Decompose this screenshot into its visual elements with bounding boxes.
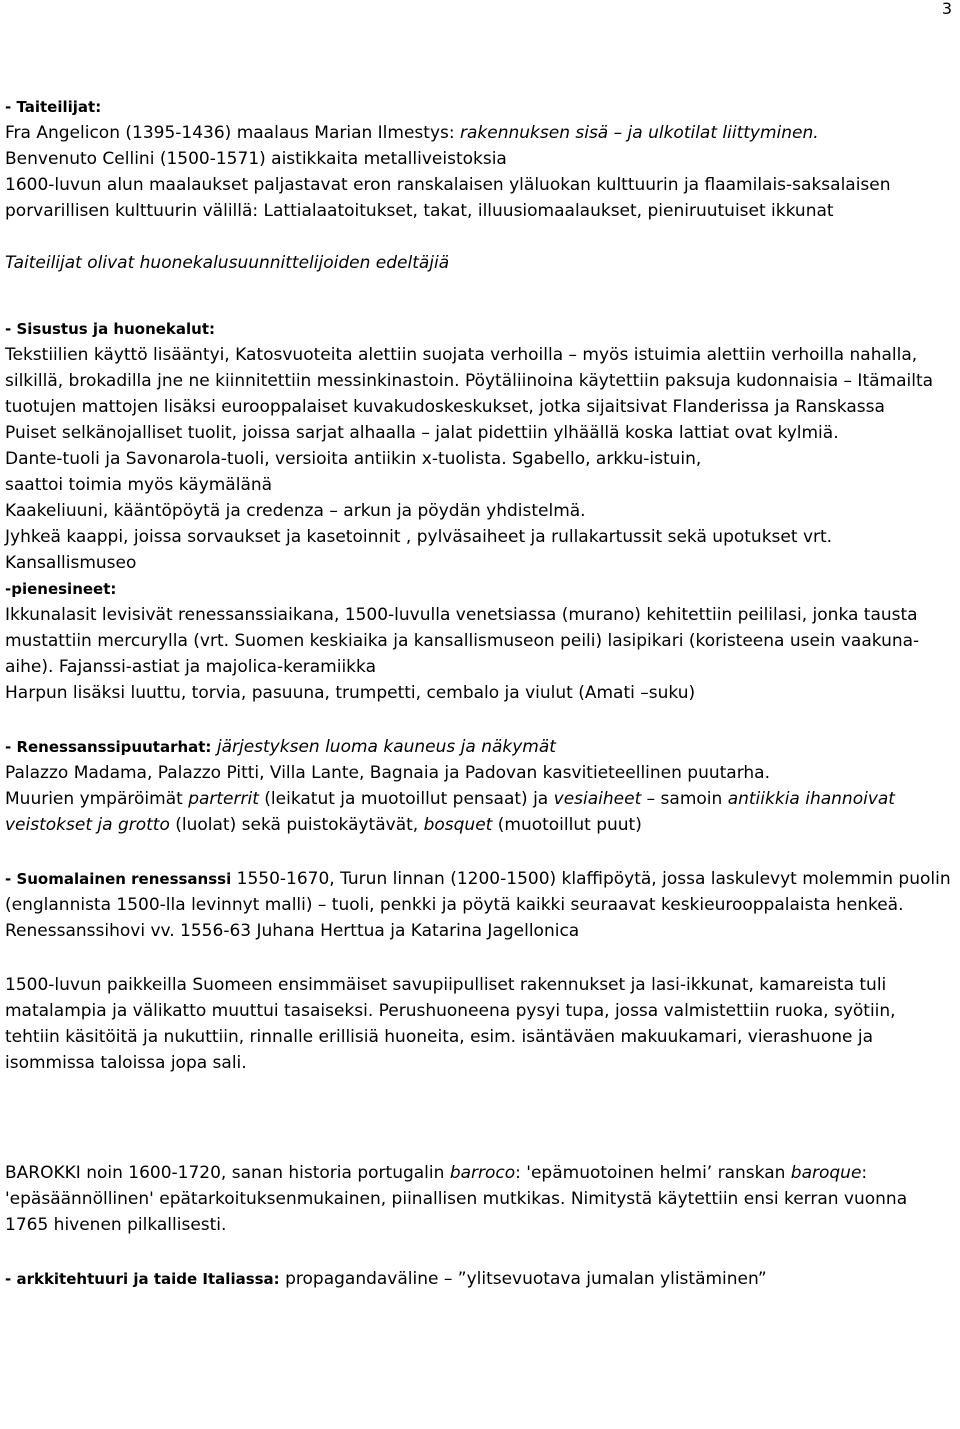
interior-paragraph-7: Kansallismuseo <box>5 553 137 573</box>
baroque-italy-line <box>5 1266 953 1292</box>
artists-note: Taiteilijat olivat huonekalusuunnittelijoiden edeltäjiä <box>5 253 450 273</box>
interior-paragraph-4: saattoi toimia myös käymälänä <box>5 475 273 495</box>
baroque-italy-rest: propagandaväline – ”ylitsevuotava jumalan ylistäminen” <box>279 1269 767 1289</box>
interior-paragraph-2: Puiset selkänojalliset tuolit, joissa sarjat alhaalla – jalat pidettiin ylhäällä koska lattiat ovat kylmiä. <box>5 423 839 443</box>
gardens-text-e: – samoin <box>641 789 728 809</box>
artists-line-3: 1600-luvun alun maalaukset paljastavat eron ranskalaisen yläluokan kulttuurin ja flaamilais-saksalaisen porvarillisen kulttuurin välillä: Lattialaatoitukset, takat, illuusiomaalaukset, pieniruutuiset ikkunat <box>5 175 891 221</box>
gardens-text-g: (luolat) sekä puistokäytävät, <box>169 815 424 835</box>
baroque-italic-baroque: baroque <box>790 1163 862 1183</box>
finnish-paragraph-2: Renessanssihovi vv. 1556-63 Juhana Herttua ja Katarina Jagellonica <box>5 921 580 941</box>
baroque-text-e: : 'epäsäännöllinen' epätarkoituksenmukainen, piinallisen mutkikas. Nimitystä käytettiin ensi kerran vuonna 1765 hivenen pilkallisesti. <box>5 1163 908 1235</box>
interior-paragraph-6: Jyhkeä kaappi, joissa sorvaukset ja kasetoinnit , pylväsaiheet ja rullakartussit sekä upotukset vrt. <box>5 527 833 547</box>
gardens-text-a: Muurien ympäröimät <box>5 789 189 809</box>
gardens-italic-vesiaiheet: vesiaiheet <box>553 789 642 809</box>
interior-paragraph-1: Tekstiilien käyttö lisääntyi, Katosvuoteita alettiin suojata verhoilla – myös istuimia alettiin verhoilla nahalla, silkillä, brokadilla jne ne kiinnitettiin messinkinastoin. Pöytäliinoina käytettiin paksuja kudonnaisia – Itämailta tuotujen mattojen lisäksi eurooppalaiset kuvakudoskeskukset, jotka sijaitsivat Flanderissa ja Ranskassa <box>5 345 934 417</box>
artists-line-1-text: Fra Angelicon (1395-1436) maalaus Marian Ilmestys: <box>5 123 460 143</box>
finnish-heading-rest: 1550-1670, Turun linnan (1200-1500) klaffipöytä, jossa laskulevyt molemmin puolin (englannista 1500-lla levinnyt malli) – tuoli, penkki ja pöytä kaikki seuraavat keskieurooppalaista henkeä. <box>5 869 951 915</box>
artists-line-1-italic: rakennuksen sisä – ja ulkotilat liittyminen. <box>460 123 819 143</box>
artists-line-2: Benvenuto Cellini (1500-1571) aistikkaita metalliveistoksia <box>5 149 507 169</box>
gardens-paragraph-2 <box>5 786 953 838</box>
gardens-text-i: (muotoillut puut) <box>492 815 642 835</box>
finnish-heading: - Suomalainen renessanssi <box>5 870 232 888</box>
baroque-text-a: BAROKKI noin 1600-1720, sanan historia portugalin <box>5 1163 450 1183</box>
artists-heading: - Taiteilijat: <box>5 98 102 116</box>
baroque-paragraph <box>5 1160 953 1238</box>
small-objects-paragraph-1: Ikkunalasit levisivät renessanssiaikana, 1500-luvulla venetsiassa (murano) kehitettiin peililasi, jonka tausta mustattiin mercurylla (vrt. Suomen keskiaika ja kansallismuseon peili) lasipikari (koristeena usein vaakuna-aihe). Fajanssi-astiat ja majolica-keramiikka <box>5 605 920 677</box>
gardens-paragraph-1: Palazzo Madama, Palazzo Pitti, Villa Lante, Bagnaia ja Padovan kasvitieteellinen puutarha. <box>5 763 771 783</box>
interior-paragraph-5: Kaakeliuuni, kääntöpöytä ja credenza – arkun ja pöydän yhdistelmä. <box>5 501 586 521</box>
gardens-italic-bosquet: bosquet <box>423 815 493 835</box>
baroque-italy-heading: - arkkitehtuuri ja taide Italiassa: <box>5 1270 280 1288</box>
small-objects-paragraph-2: Harpun lisäksi luuttu, torvia, pasuuna, trumpetti, cembalo ja viulut (Amati –suku) <box>5 683 696 703</box>
artists-line-1 <box>5 120 953 146</box>
gardens-italic-parterrit: parterrit <box>188 789 259 809</box>
gardens-heading-line <box>5 734 953 760</box>
gardens-heading-italic: järjestyksen luoma kauneus ja näkymät <box>211 737 556 757</box>
baroque-text-c: : 'epämuotoinen helmi’ ranskan <box>515 1163 791 1183</box>
document-body <box>5 94 953 1292</box>
finnish-paragraph-3: 1500-luvun paikkeilla Suomeen ensimmäiset savupiipulliset rakennukset ja lasi-ikkunat, kamareista tuli matalampia ja välikatto muuttui tasaiseksi. Perushuoneena pysyi tupa, jossa valmistettiin ruoka, syötiin, tehtiin käsitöitä ja nukuttiin, rinnalle erillisiä huoneita, esim. isäntäväen makuukamari, vierashuone ja isommissa taloissa jopa sali. <box>5 975 896 1073</box>
gardens-italic-veistokset: antiikkia ihannoivat veistokset ja grotto <box>5 789 895 835</box>
interior-heading: - Sisustus ja huonekalut: <box>5 320 216 338</box>
gardens-heading: - Renessanssipuutarhat: <box>5 738 212 756</box>
baroque-italic-barroco: barroco <box>449 1163 516 1183</box>
gardens-text-c: (leikatut ja muotoillut pensaat) ja <box>258 789 554 809</box>
small-objects-heading: -pienesineet: <box>5 580 117 598</box>
interior-paragraph-3: Dante-tuoli ja Savonarola-tuoli, versioita antiikin x-tuolista. Sgabello, arkku-istuin, <box>5 449 702 469</box>
page-number: 3 <box>941 0 952 18</box>
finnish-paragraph-1 <box>5 866 953 918</box>
